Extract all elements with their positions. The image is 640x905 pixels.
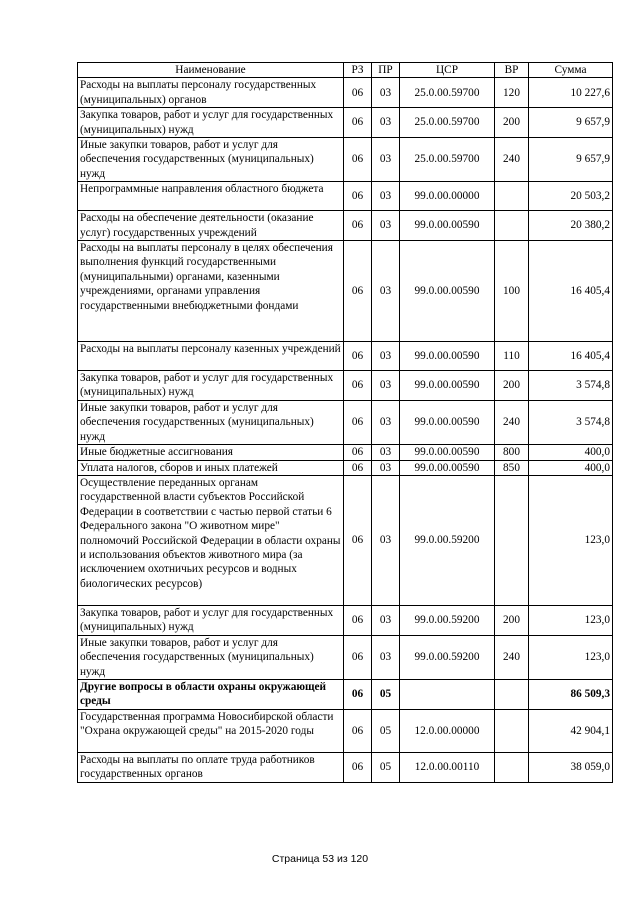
cell-vr: 240 <box>495 635 529 679</box>
cell-vr: 120 <box>495 78 529 108</box>
cell-vr: 200 <box>495 371 529 401</box>
cell-sum: 3 574,8 <box>529 371 613 401</box>
header-name: Наименование <box>78 63 344 78</box>
cell-name: Государственная программа Новосибирской области "Охрана окружающей среды" на 2015-2020 годы <box>78 709 344 752</box>
cell-sum: 9 657,9 <box>529 108 613 138</box>
cell-rz: 06 <box>344 475 372 605</box>
cell-pr: 03 <box>372 371 400 401</box>
cell-vr <box>495 182 529 211</box>
cell-sum: 400,0 <box>529 460 613 475</box>
table-row <box>78 182 613 211</box>
cell-vr: 240 <box>495 138 529 182</box>
cell-sum: 10 227,6 <box>529 78 613 108</box>
cell-rz: 06 <box>344 635 372 679</box>
cell-rz: 06 <box>344 342 372 371</box>
header-vr: ВР <box>495 63 529 78</box>
cell-vr <box>495 679 529 709</box>
cell-pr: 03 <box>372 635 400 679</box>
cell-pr: 03 <box>372 445 400 460</box>
cell-pr: 05 <box>372 709 400 752</box>
cell-csr <box>400 679 495 709</box>
cell-rz: 06 <box>344 211 372 241</box>
cell-csr: 25.0.00.59700 <box>400 78 495 108</box>
cell-csr: 99.0.00.59200 <box>400 475 495 605</box>
cell-rz: 06 <box>344 445 372 460</box>
cell-pr: 03 <box>372 182 400 211</box>
table-row <box>78 108 613 138</box>
cell-sum: 123,0 <box>529 635 613 679</box>
cell-rz: 06 <box>344 709 372 752</box>
cell-csr: 99.0.00.00590 <box>400 460 495 475</box>
cell-sum: 400,0 <box>529 445 613 460</box>
cell-name: Закупка товаров, работ и услуг для государственных (муниципальных) нужд <box>78 108 344 138</box>
cell-pr: 03 <box>372 108 400 138</box>
cell-rz: 06 <box>344 460 372 475</box>
cell-sum: 16 405,4 <box>529 342 613 371</box>
cell-csr: 12.0.00.00110 <box>400 752 495 782</box>
cell-pr: 05 <box>372 679 400 709</box>
table-row <box>78 138 613 182</box>
cell-pr: 03 <box>372 241 400 342</box>
cell-sum: 42 904,1 <box>529 709 613 752</box>
table-row <box>78 709 613 752</box>
cell-name: Расходы на обеспечение деятельности (оказание услуг) государственных учреждений <box>78 211 344 241</box>
cell-rz: 06 <box>344 138 372 182</box>
table-body <box>78 78 613 782</box>
cell-csr: 12.0.00.00000 <box>400 709 495 752</box>
cell-pr: 03 <box>372 460 400 475</box>
table-row <box>78 605 613 635</box>
cell-vr <box>495 709 529 752</box>
cell-vr: 200 <box>495 108 529 138</box>
table-row <box>78 475 613 605</box>
cell-csr: 99.0.00.00590 <box>400 400 495 444</box>
cell-name: Осуществление переданных органам государственной власти субъектов Российской Федерации в соответствии с частью первой статьи 6 Федерального закона "О животном мире" полномочий Российской Федерации в области охраны и использования объектов животного мира (за исключением охотничьих ресурсов и водных биологических ресурсов) <box>78 475 344 605</box>
table-header-row <box>78 63 613 78</box>
cell-rz: 06 <box>344 679 372 709</box>
cell-vr: 800 <box>495 445 529 460</box>
table-row <box>78 241 613 342</box>
cell-vr <box>495 475 529 605</box>
cell-sum: 38 059,0 <box>529 752 613 782</box>
cell-name: Непрограммные направления областного бюджета <box>78 182 344 211</box>
cell-sum: 123,0 <box>529 605 613 635</box>
table-row <box>78 78 613 108</box>
cell-name: Расходы на выплаты персоналу казенных учреждений <box>78 342 344 371</box>
cell-pr: 03 <box>372 400 400 444</box>
cell-vr: 240 <box>495 400 529 444</box>
cell-name: Иные закупки товаров, работ и услуг для обеспечения государственных (муниципальных) нужд <box>78 400 344 444</box>
table-row <box>78 445 613 460</box>
cell-vr: 110 <box>495 342 529 371</box>
cell-rz: 06 <box>344 605 372 635</box>
cell-csr: 99.0.00.00590 <box>400 342 495 371</box>
cell-sum: 123,0 <box>529 475 613 605</box>
cell-rz: 06 <box>344 400 372 444</box>
header-sum: Сумма <box>529 63 613 78</box>
table-row <box>78 400 613 444</box>
cell-name: Иные бюджетные ассигнования <box>78 445 344 460</box>
cell-csr: 99.0.00.00590 <box>400 241 495 342</box>
page-number: Страница 53 из 120 <box>271 853 369 865</box>
cell-csr: 99.0.00.00590 <box>400 445 495 460</box>
cell-sum: 20 503,2 <box>529 182 613 211</box>
cell-vr: 850 <box>495 460 529 475</box>
cell-sum: 20 380,2 <box>529 211 613 241</box>
cell-name: Уплата налогов, сборов и иных платежей <box>78 460 344 475</box>
cell-pr: 03 <box>372 78 400 108</box>
cell-rz: 06 <box>344 241 372 342</box>
cell-rz: 06 <box>344 78 372 108</box>
table-row <box>78 752 613 782</box>
cell-name: Иные закупки товаров, работ и услуг для обеспечения государственных (муниципальных) нужд <box>78 138 344 182</box>
cell-csr: 99.0.00.59200 <box>400 605 495 635</box>
cell-name: Другие вопросы в области охраны окружающей среды <box>78 679 344 709</box>
table-row <box>78 635 613 679</box>
cell-vr <box>495 752 529 782</box>
cell-csr: 99.0.00.00590 <box>400 211 495 241</box>
cell-vr: 100 <box>495 241 529 342</box>
cell-csr: 99.0.00.59200 <box>400 635 495 679</box>
cell-pr: 05 <box>372 752 400 782</box>
cell-pr: 03 <box>372 342 400 371</box>
cell-sum: 9 657,9 <box>529 138 613 182</box>
cell-rz: 06 <box>344 182 372 211</box>
cell-name: Расходы на выплаты персоналу государственных (муниципальных) органов <box>78 78 344 108</box>
cell-sum: 86 509,3 <box>529 679 613 709</box>
table-row <box>78 211 613 241</box>
cell-rz: 06 <box>344 371 372 401</box>
cell-pr: 03 <box>372 475 400 605</box>
cell-name: Закупка товаров, работ и услуг для государственных (муниципальных) нужд <box>78 605 344 635</box>
header-csr: ЦСР <box>400 63 495 78</box>
header-pr: ПР <box>372 63 400 78</box>
cell-pr: 03 <box>372 211 400 241</box>
table-row <box>78 371 613 401</box>
cell-name: Расходы на выплаты персоналу в целях обеспечения выполнения функций государственными (муниципальными) органами, казенными учреждениями, органами управления государственными внебюджетными фондами <box>78 241 344 342</box>
cell-vr: 200 <box>495 605 529 635</box>
header-rz: РЗ <box>344 63 372 78</box>
cell-csr: 25.0.00.59700 <box>400 138 495 182</box>
table-row <box>78 460 613 475</box>
cell-vr <box>495 211 529 241</box>
cell-name: Расходы на выплаты по оплате труда работников государственных органов <box>78 752 344 782</box>
cell-csr: 99.0.00.00590 <box>400 371 495 401</box>
budget-table <box>77 62 613 783</box>
cell-rz: 06 <box>344 108 372 138</box>
cell-pr: 03 <box>372 605 400 635</box>
cell-name: Закупка товаров, работ и услуг для государственных (муниципальных) нужд <box>78 371 344 401</box>
cell-csr: 99.0.00.00000 <box>400 182 495 211</box>
cell-sum: 3 574,8 <box>529 400 613 444</box>
cell-csr: 25.0.00.59700 <box>400 108 495 138</box>
cell-sum: 16 405,4 <box>529 241 613 342</box>
table-row <box>78 679 613 709</box>
cell-name: Иные закупки товаров, работ и услуг для обеспечения государственных (муниципальных) нужд <box>78 635 344 679</box>
cell-pr: 03 <box>372 138 400 182</box>
table-row <box>78 342 613 371</box>
cell-rz: 06 <box>344 752 372 782</box>
